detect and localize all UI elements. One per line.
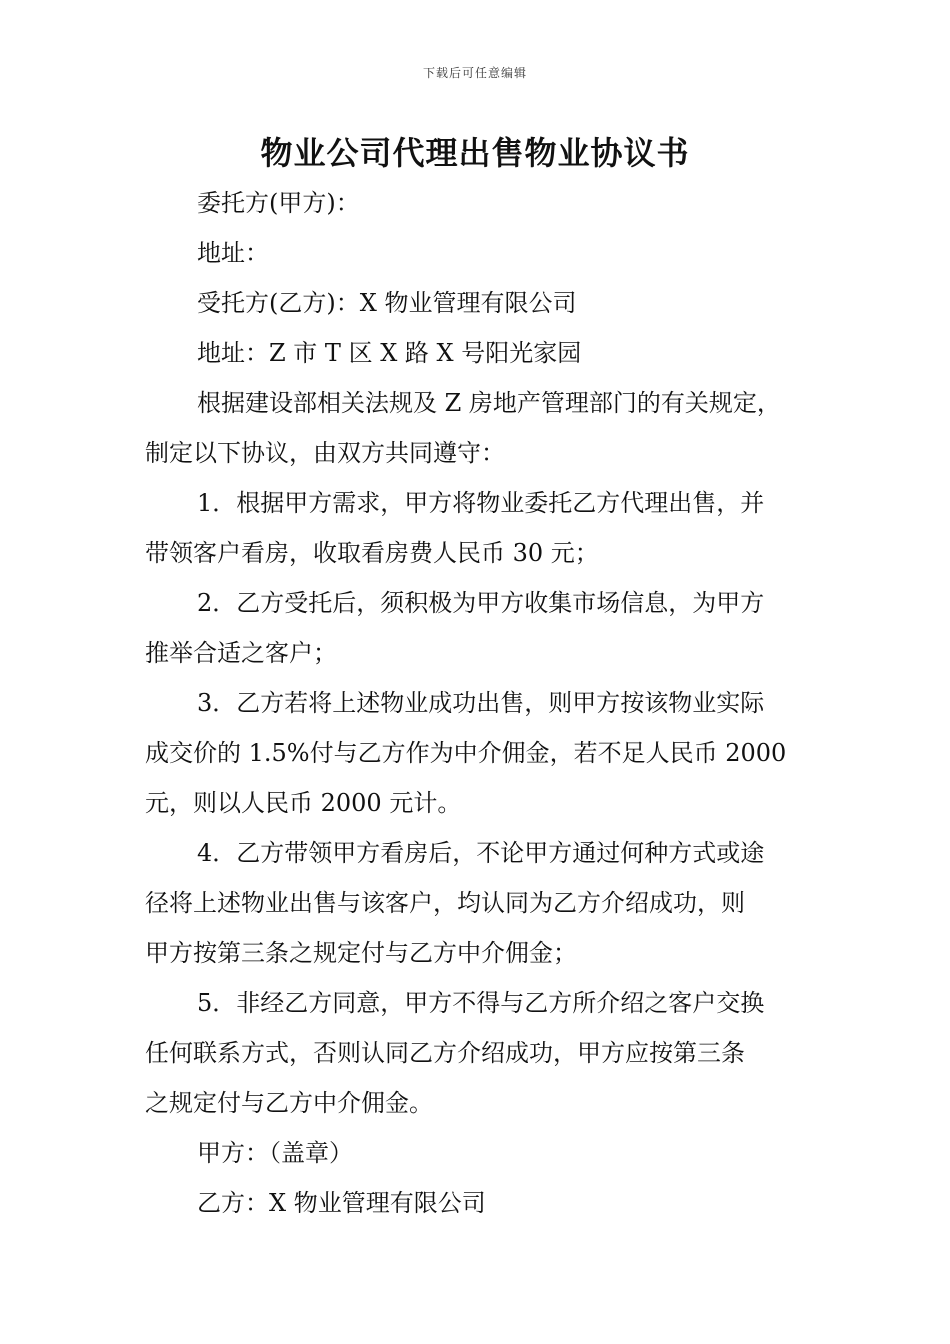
signature-party-a: 甲方：（盖章） — [197, 1139, 353, 1167]
signature-party-b: 乙方：X 物业管理有限公司 — [197, 1189, 486, 1217]
clause-2-line-1: 2．乙方受托后，须积极为甲方收集市场信息，为甲方 — [197, 589, 765, 617]
party-a-address: 地址： — [197, 239, 269, 267]
document-title: 物业公司代理出售物业协议书 — [260, 134, 690, 172]
clause-2-line-2: 推举合适之客户； — [145, 639, 337, 667]
clause-1-line-2: 带领客户看房，收取看房费人民币 30 元； — [145, 539, 599, 567]
document-body — [145, 178, 810, 1228]
clause-3-line-1: 3．乙方若将上述物业成功出售，则甲方按该物业实际 — [197, 689, 765, 717]
preamble-line-2: 制定以下协议，由双方共同遵守： — [145, 439, 505, 467]
clause-4-line-3: 甲方按第三条之规定付与乙方中介佣金； — [145, 939, 577, 967]
header-note: 下载后可任意编辑 — [422, 66, 527, 80]
party-b-address: 地址：Z 市 T 区 X 路 X 号阳光家园 — [197, 339, 582, 367]
clause-4-line-1: 4．乙方带领甲方看房后，不论甲方通过何种方式或途 — [197, 839, 765, 867]
clause-3-line-2: 成交价的 1.5%付与乙方作为中介佣金，若不足人民币 2000 — [145, 739, 787, 767]
clause-1-line-1: 1．根据甲方需求，甲方将物业委托乙方代理出售，并 — [197, 489, 765, 517]
preamble-line-1: 根据建设部相关法规及 Z 房地产管理部门的有关规定， — [197, 389, 781, 417]
party-b-label: 受托方(乙方)：X 物业管理有限公司 — [197, 289, 577, 317]
clause-5-line-2: 任何联系方式，否则认同乙方介绍成功，甲方应按第三条 — [145, 1039, 745, 1067]
clause-5-line-1: 5．非经乙方同意，甲方不得与乙方所介绍之客户交换 — [197, 989, 765, 1017]
clause-3-line-3: 元，则以人民币 2000 元计。 — [145, 789, 462, 817]
clause-5-line-3: 之规定付与乙方中介佣金。 — [145, 1089, 433, 1117]
party-a-label: 委托方(甲方)： — [197, 189, 360, 217]
clause-4-line-2: 径将上述物业出售与该客户，均认同为乙方介绍成功，则 — [145, 889, 745, 917]
